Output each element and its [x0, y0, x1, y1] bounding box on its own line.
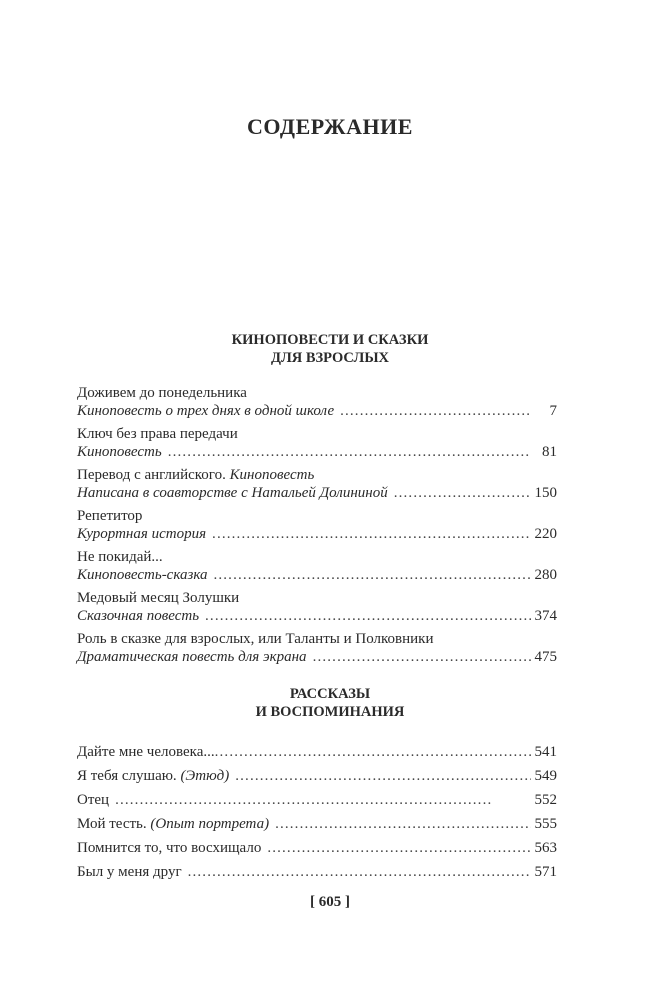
entry-subtitle: Киноповесть о трех днях в одной школе [77, 403, 335, 419]
entry-subtitle: Киноповесть-сказка [77, 567, 208, 583]
entry-subtitle: Киноповесть [77, 444, 162, 460]
entry-title: Репетитор [77, 508, 143, 524]
entry-page: 552 [534, 792, 557, 808]
dot-leader [215, 743, 531, 761]
toc-entry[interactable] [77, 630, 557, 666]
dot-leader [235, 767, 531, 785]
entry-page: 81 [542, 444, 557, 460]
toc-entry[interactable] [77, 863, 557, 887]
entry-subtitle: Написана в соавторстве с Натальей Долининой [77, 485, 388, 501]
entry-page: 7 [549, 403, 557, 419]
entry-subtitle: Сказочная повесть [77, 608, 200, 624]
entry-title-italic: (Этюд) [180, 768, 230, 784]
page-title: СОДЕРЖАНИЕ [247, 114, 413, 139]
dot-leader [205, 607, 531, 625]
entry-page: 220 [534, 526, 557, 542]
toc-entry[interactable] [77, 767, 557, 791]
page-number: [ 605 ] [310, 894, 350, 910]
section-heading-line: И ВОСПОМИНАНИЯ [255, 704, 405, 720]
entry-title: Доживем до понедельника [77, 385, 247, 401]
section-heading-line: ДЛЯ ВЗРОСЛЫХ [270, 350, 390, 366]
entry-title: Дайте мне человека... [77, 744, 215, 760]
entry-page: 541 [534, 744, 557, 760]
entry-title: Помнится то, что восхищало [77, 840, 262, 856]
dot-leader [115, 791, 531, 809]
toc-entry[interactable] [77, 743, 557, 767]
toc-entry[interactable] [77, 815, 557, 839]
section-heading-line: РАССКАЗЫ [289, 686, 371, 702]
toc-entry[interactable] [77, 548, 557, 584]
section-heading-rasskazy [0, 685, 660, 721]
dot-leader [394, 484, 531, 502]
entry-page: 571 [534, 864, 557, 880]
entry-page: 475 [534, 649, 557, 665]
toc-entry[interactable] [77, 507, 557, 543]
toc-section-1 [77, 384, 557, 671]
section-heading-line: КИНОПОВЕСТИ И СКАЗКИ [231, 332, 429, 348]
entry-title-italic: Киноповесть [229, 467, 315, 483]
toc-section-2 [77, 743, 557, 887]
entry-title: Был у меня друг [77, 864, 182, 880]
section-heading-kinopovesti [0, 331, 660, 367]
dot-leader [188, 863, 531, 881]
dot-leader [313, 648, 531, 666]
entry-title: Я тебя слушаю. [77, 768, 177, 784]
entry-title: Роль в сказке для взрослых, или Таланты и Полковники [77, 631, 434, 647]
entry-page: 555 [534, 816, 557, 832]
dot-leader [267, 839, 531, 857]
dot-leader [340, 402, 531, 420]
entry-subtitle: Драматическая повесть для экрана [77, 649, 307, 665]
entry-page: 549 [534, 768, 557, 784]
dot-leader [275, 815, 531, 833]
toc-entry[interactable] [77, 839, 557, 863]
entry-title: Не покидай... [77, 549, 163, 565]
entry-subtitle: Курортная история [77, 526, 207, 542]
entry-title: Ключ без права передачи [77, 426, 238, 442]
toc-entry[interactable] [77, 791, 557, 815]
entry-title: Отец [77, 792, 110, 808]
toc-entry[interactable] [77, 589, 557, 625]
entry-title: Медовый месяц Золушки [77, 590, 240, 606]
dot-leader [213, 566, 531, 584]
dot-leader [168, 443, 531, 461]
dot-leader [212, 525, 531, 543]
entry-title: Перевод с английского. [77, 467, 226, 483]
toc-entry[interactable] [77, 466, 557, 502]
entry-page: 150 [534, 485, 557, 501]
toc-entry[interactable] [77, 384, 557, 420]
entry-page: 374 [534, 608, 557, 624]
entry-page: 280 [534, 567, 557, 583]
entry-page: 563 [534, 840, 557, 856]
toc-entry[interactable] [77, 425, 557, 461]
entry-title: Мой тесть. [77, 816, 147, 832]
entry-title-italic: (Опыт портрета) [150, 816, 270, 832]
